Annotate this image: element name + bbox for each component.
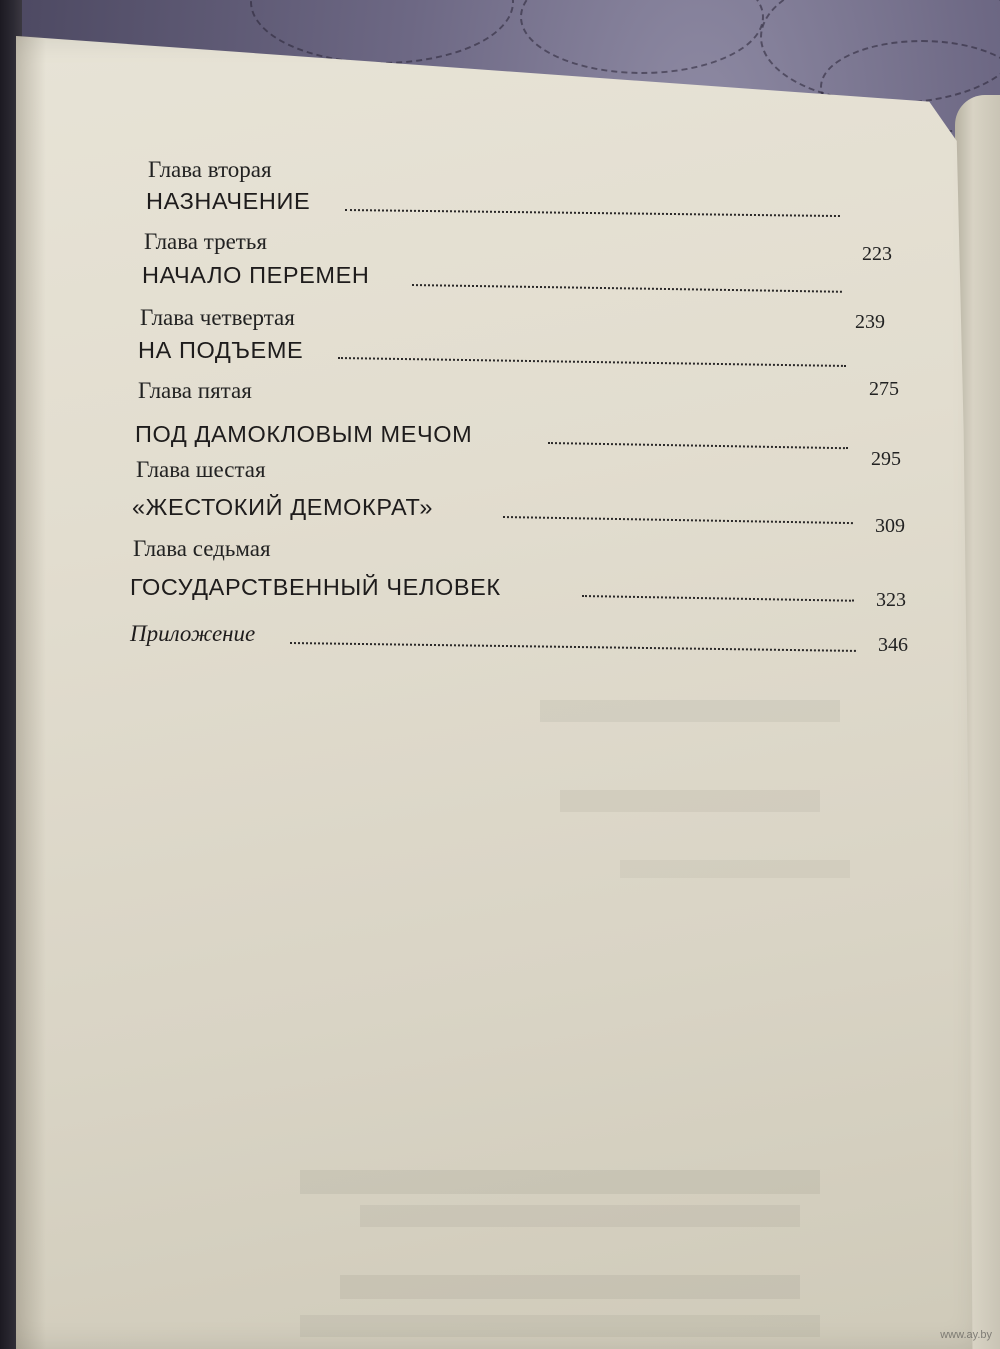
chapter-title: ПОД ДАМОКЛОВЫМ МЕЧОМ (135, 421, 473, 447)
page-number: 295 (871, 448, 901, 470)
chapter-label: Глава пятая (138, 378, 252, 403)
chapter-title: НАЧАЛО ПЕРЕМЕН (142, 262, 370, 288)
chapter-label: Глава шестая (136, 457, 266, 482)
page-number: 323 (876, 589, 906, 611)
chapter-label: Глава вторая (148, 157, 272, 182)
dot-leader (338, 357, 846, 367)
chapter-title: НА ПОДЪЕМЕ (138, 337, 304, 363)
page-number: 239 (855, 311, 885, 333)
dot-leader (290, 642, 856, 652)
dot-leader (503, 516, 853, 524)
appendix-title: Приложение (130, 621, 256, 646)
page-number: 346 (878, 634, 908, 656)
chapter-title: ГОСУДАРСТВЕННЫЙ ЧЕЛОВЕК (130, 574, 501, 600)
watermark: www.ay.by (940, 1329, 992, 1341)
dot-leader (582, 595, 854, 602)
dot-leader (345, 209, 840, 217)
page-number: 275 (869, 378, 899, 400)
chapter-title: «ЖЕСТОКИЙ ДЕМОКРАТ» (132, 494, 434, 520)
dot-leader (412, 284, 842, 293)
chapter-title: НАЗНАЧЕНИЕ (146, 188, 311, 214)
dot-leader (548, 442, 848, 449)
page-number: 309 (875, 515, 905, 537)
chapter-label: Глава седьмая (133, 536, 271, 561)
chapter-label: Глава третья (144, 229, 267, 254)
page-number: 223 (862, 243, 892, 265)
chapter-label: Глава четвертая (140, 305, 295, 330)
